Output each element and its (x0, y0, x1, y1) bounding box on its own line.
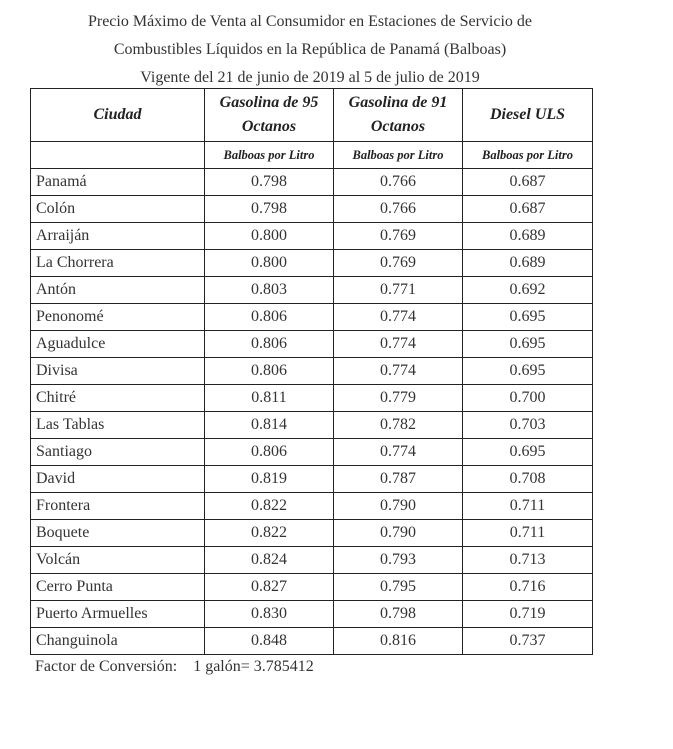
gasolina-95-cell: 0.830 (205, 601, 334, 628)
document-title (0, 8, 620, 92)
gasolina-95-cell: 0.800 (205, 250, 334, 277)
diesel-cell: 0.708 (463, 466, 593, 493)
title-line-3: Vigente del 21 de junio de 2019 al 5 de julio de 2019 (140, 69, 480, 86)
diesel-cell: 0.713 (463, 547, 593, 574)
gasolina-91-cell: 0.774 (334, 304, 463, 331)
table-row (31, 277, 593, 304)
city-cell: Panamá (31, 169, 205, 196)
diesel-cell: 0.689 (463, 250, 593, 277)
table-row (31, 385, 593, 412)
table-row (31, 223, 593, 250)
table-row (31, 547, 593, 574)
table-row (31, 358, 593, 385)
title-line-2: Combustibles Líquidos en la República de Panamá (Balboas) (113, 41, 507, 58)
diesel-cell: 0.687 (463, 196, 593, 223)
table-row (31, 250, 593, 277)
diesel-cell: 0.692 (463, 277, 593, 304)
units-row (31, 142, 593, 169)
units-gasolina-91: Balboas por Litro (334, 142, 463, 169)
table-row (31, 331, 593, 358)
gasolina-91-cell: 0.771 (334, 277, 463, 304)
gasolina-91-cell: 0.774 (334, 331, 463, 358)
gasolina-91-cell: 0.774 (334, 439, 463, 466)
gasolina-95-cell: 0.806 (205, 331, 334, 358)
diesel-cell: 0.687 (463, 169, 593, 196)
diesel-cell: 0.737 (463, 628, 593, 655)
gasolina-91-cell: 0.790 (334, 520, 463, 547)
diesel-cell: 0.711 (463, 493, 593, 520)
gasolina-95-cell: 0.822 (205, 520, 334, 547)
gasolina-95-cell: 0.827 (205, 574, 334, 601)
diesel-cell: 0.695 (463, 331, 593, 358)
table-row (31, 439, 593, 466)
gasolina-95-cell: 0.798 (205, 196, 334, 223)
gasolina-95-cell: 0.806 (205, 304, 334, 331)
city-cell: Arraiján (31, 223, 205, 250)
city-cell: Puerto Armuelles (31, 601, 205, 628)
gasolina-91-cell: 0.769 (334, 250, 463, 277)
gasolina-91-cell: 0.795 (334, 574, 463, 601)
city-cell: Antón (31, 277, 205, 304)
gasolina-91-cell: 0.816 (334, 628, 463, 655)
conversion-label: Factor de Conversión: (35, 658, 178, 675)
city-cell: Boquete (31, 520, 205, 547)
city-cell: Aguadulce (31, 331, 205, 358)
diesel-cell: 0.711 (463, 520, 593, 547)
diesel-cell: 0.716 (463, 574, 593, 601)
gasolina-95-cell: 0.848 (205, 628, 334, 655)
gasolina-95-cell: 0.798 (205, 169, 334, 196)
gasolina-95-cell: 0.822 (205, 493, 334, 520)
gasolina-95-cell: 0.811 (205, 385, 334, 412)
gasolina-91-cell: 0.782 (334, 412, 463, 439)
gasolina-95-cell: 0.803 (205, 277, 334, 304)
diesel-cell: 0.695 (463, 304, 593, 331)
diesel-cell: 0.703 (463, 412, 593, 439)
diesel-cell: 0.695 (463, 358, 593, 385)
table-row (31, 520, 593, 547)
units-diesel: Balboas por Litro (463, 142, 593, 169)
table-row (31, 574, 593, 601)
header-diesel-uls: Diesel ULS (463, 89, 593, 142)
table-row (31, 601, 593, 628)
diesel-cell: 0.700 (463, 385, 593, 412)
gasolina-95-cell: 0.814 (205, 412, 334, 439)
header-row (31, 89, 593, 142)
gasolina-95-cell: 0.806 (205, 358, 334, 385)
diesel-cell: 0.689 (463, 223, 593, 250)
title-line-1: Precio Máximo de Venta al Consumidor en Estaciones de Servicio de (87, 13, 533, 30)
city-cell: David (31, 466, 205, 493)
gasolina-91-cell: 0.787 (334, 466, 463, 493)
header-gasolina-91: Gasolina de 91 Octanos (334, 89, 463, 142)
city-cell: Chitré (31, 385, 205, 412)
table-row (31, 412, 593, 439)
gasolina-95-cell: 0.819 (205, 466, 334, 493)
city-cell: La Chorrera (31, 250, 205, 277)
city-cell: Changuinola (31, 628, 205, 655)
gasolina-95-cell: 0.800 (205, 223, 334, 250)
gasolina-95-cell: 0.806 (205, 439, 334, 466)
city-cell: Volcán (31, 547, 205, 574)
table-row (31, 196, 593, 223)
gasolina-91-cell: 0.766 (334, 169, 463, 196)
table-row (31, 304, 593, 331)
header-city: Ciudad (31, 89, 205, 142)
gasolina-91-cell: 0.793 (334, 547, 463, 574)
header-gasolina-95: Gasolina de 95 Octanos (205, 89, 334, 142)
table-row (31, 628, 593, 655)
conversion-value: 1 galón= 3.785412 (193, 658, 314, 675)
gasolina-91-cell: 0.790 (334, 493, 463, 520)
gasolina-91-cell: 0.798 (334, 601, 463, 628)
city-cell: Penonomé (31, 304, 205, 331)
table-row (31, 493, 593, 520)
city-cell: Cerro Punta (31, 574, 205, 601)
city-cell: Divisa (31, 358, 205, 385)
gasolina-91-cell: 0.769 (334, 223, 463, 250)
units-gasolina-95: Balboas por Litro (205, 142, 334, 169)
gasolina-91-cell: 0.774 (334, 358, 463, 385)
city-cell: Colón (31, 196, 205, 223)
city-cell: Santiago (31, 439, 205, 466)
table-row (31, 466, 593, 493)
table-row (31, 169, 593, 196)
diesel-cell: 0.719 (463, 601, 593, 628)
fuel-price-table (30, 88, 593, 655)
gasolina-91-cell: 0.766 (334, 196, 463, 223)
conversion-factor (35, 658, 314, 676)
city-cell: Frontera (31, 493, 205, 520)
diesel-cell: 0.695 (463, 439, 593, 466)
units-city-empty (31, 142, 205, 169)
gasolina-95-cell: 0.824 (205, 547, 334, 574)
gasolina-91-cell: 0.779 (334, 385, 463, 412)
city-cell: Las Tablas (31, 412, 205, 439)
